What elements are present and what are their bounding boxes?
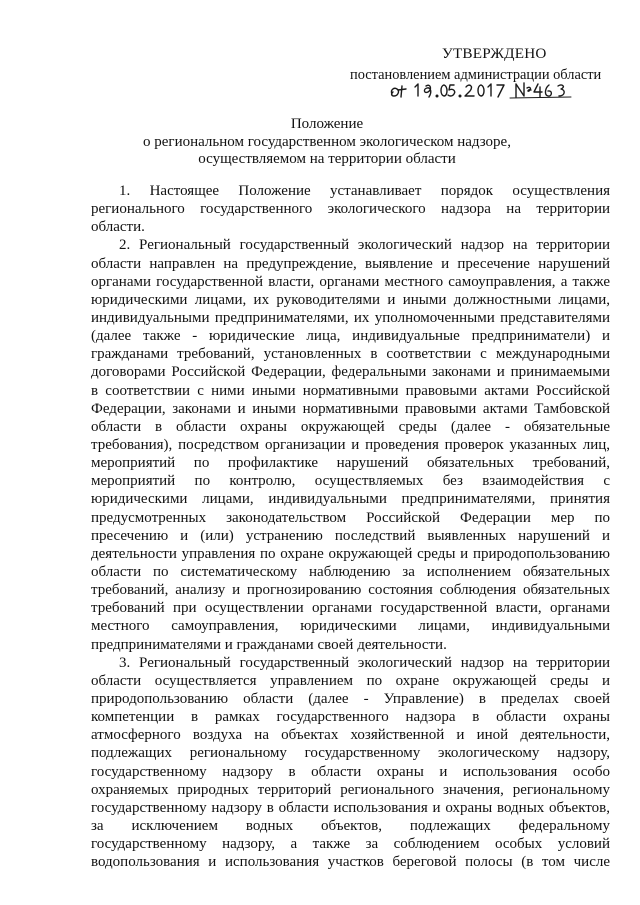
- paragraph-line: мероприятий по профилактике нарушений обязательных требований,: [91, 455, 610, 472]
- paragraph-line: области в области охраны окружающей среды (далее - обязательные: [91, 418, 610, 435]
- paragraph-line: 1. Настоящее Положение устанавливает порядок осуществления: [119, 183, 610, 199]
- paragraph-3: [91, 654, 610, 872]
- paragraph-line: гражданами требований, установленных в соответствии с международными: [91, 346, 610, 363]
- paragraph-line: договорами Российской Федерации, федеральными законами и принимаемыми: [91, 364, 610, 381]
- paragraph-line: области по систематическому наблюдению за исполнением обязательных: [91, 563, 610, 580]
- paragraph-line: (далее также - юридические лица, индивидуальные предприниматели) и: [91, 328, 610, 345]
- paragraph-line: государственному надзору в области охраны и использования особо: [91, 763, 610, 780]
- paragraph-line: области направлен на предупреждение, выявление и пресечение нарушений: [91, 255, 610, 272]
- paragraph-1: [91, 182, 610, 236]
- paragraph-line: 3. Региональный государственный экологический надзор на территории: [119, 654, 610, 671]
- paragraph-line: регионального государственного экологического надзора на территории: [91, 201, 610, 218]
- approval-decree: постановлением администрации области: [350, 67, 602, 83]
- paragraph-line: Федерации, законами и иными нормативными правовыми актами Тамбовской: [91, 400, 610, 417]
- paragraph-line: государственному надзору в области использования и охраны водных объектов,: [91, 799, 610, 816]
- heading-title: Положение: [290, 116, 364, 132]
- paragraph-line: области.: [91, 219, 145, 236]
- paragraph-line: компетенции в рамках государственного надзора в области охраны: [91, 709, 610, 726]
- paragraph-line: органами государственной власти, органами местного самоуправления, а также: [91, 273, 610, 290]
- paragraph-line: атмосферного воздуха на объектах хозяйственной и иной деятельности,: [91, 727, 610, 744]
- paragraph-line: местного самоуправления, юридическими лицами, индивидуальными: [91, 618, 610, 635]
- paragraph-line: индивидуальными предпринимателями, их уполномоченными представителями: [91, 309, 610, 326]
- paragraph-line: в соответствии с ними иными нормативными правовыми актами Российской: [91, 382, 610, 399]
- paragraph-line: предпринимателями и гражданами своей деятельности.: [91, 636, 447, 653]
- handwritten-date-number: [388, 78, 598, 104]
- paragraph-line: государственному надзору, а также за соблюдением особых условий: [91, 836, 610, 853]
- paragraph-line: предусмотренных законодательством Российской Федерации мер по: [91, 509, 610, 526]
- paragraph-line: юридическими лицами, их руководителями и иными должностными лицами,: [91, 291, 610, 308]
- paragraph-line: области осуществляется управлением по охране окружающей среды и: [91, 672, 610, 689]
- paragraph-line: деятельности управления по охране окружающей среды и природопользованию: [91, 545, 610, 562]
- paragraph-line: требований, анализу и прогнозированию состояния соблюдения обязательных: [91, 582, 610, 599]
- paragraph-line: требований при осуществлении органами государственной власти, органами: [91, 600, 610, 617]
- paragraph-2: [91, 236, 610, 653]
- paragraph-line: пресечению и (или) устранению последствий выявленных нарушений и: [91, 527, 610, 544]
- paragraph-line: водопользования и использования участков береговой полосы (в том числе: [91, 854, 610, 871]
- paragraph-line: природопользованию области (далее - Управление) в пределах своей: [91, 690, 610, 707]
- paragraph-line: требования), посредством организации и проведения проверок указанных лиц,: [91, 436, 610, 453]
- document-heading: [92, 116, 562, 169]
- document-body: [91, 182, 610, 871]
- paragraph-line: охраняемых природных территорий регионального значения, региональному: [91, 781, 610, 798]
- paragraph-line: мероприятий по контролю, осуществляемых без взаимодействия с: [91, 473, 610, 490]
- heading-subtitle-line-1: о региональном государственном экологическом надзоре,: [143, 133, 511, 150]
- paragraph-line: юридическими лицами, индивидуальными предпринимателями, принятия: [91, 491, 610, 508]
- approval-title: УТВЕРЖДЕНО: [442, 45, 547, 62]
- paragraph-line: за исключением водных объектов, подлежащих федеральному: [91, 817, 610, 834]
- heading-subtitle-line-2: осуществляемом на территории области: [198, 151, 456, 167]
- paragraph-line: 2. Региональный государственный экологический надзор на территории: [119, 237, 610, 254]
- paragraph-line: подлежащих региональному государственному экологическому надзору,: [91, 745, 610, 762]
